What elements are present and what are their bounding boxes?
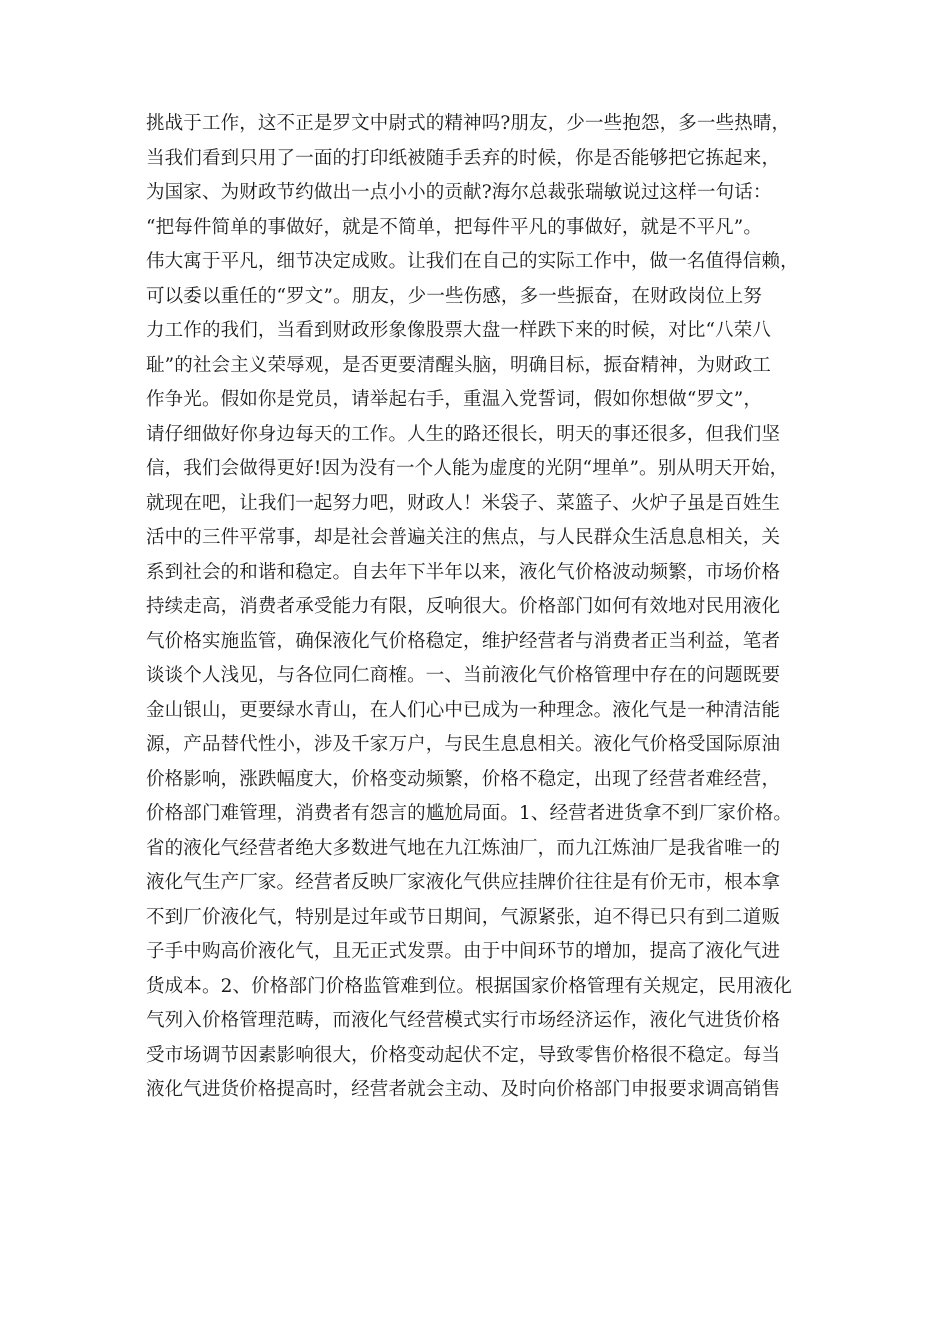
text-line: 持续走高，消费者承受能力有限，反响很大。价格部门如何有效地对民用液化 <box>146 596 781 617</box>
text-line: 价格部门难管理，消费者有怨言的尴尬局面。1、经营者进货拿不到厂家价格。 <box>146 803 793 824</box>
text-line: 价格影响，涨跌幅度大，价格变动频繁，价格不稳定，出现了经营者难经营， <box>146 768 781 790</box>
text-line: 当我们看到只用了一面的打印纸被随手丢弃的时候，你是否能够把它拣起来， <box>146 147 781 169</box>
text-line: 作争光。假如你是党员，请举起右手，重温入党誓词，假如你想做“罗文”， <box>146 389 763 410</box>
text-line: 受市场调节因素影响很大，价格变动起伏不定，导致零售价格很不稳定。每当 <box>146 1044 781 1066</box>
text-line: 气价格实施监管，确保液化气价格稳定，维护经营者与消费者正当利益，笔者 <box>146 630 781 652</box>
text-line: 液化气生产厂家。经营者反映厂家液化气供应挂牌价往往是有价无市，根本拿 <box>146 872 781 893</box>
text-line: 就现在吧，让我们一起努力吧，财政人！米袋子、菜篮子、火炉子虽是百姓生 <box>146 492 781 514</box>
text-line: 挑战于工作，这不正是罗文中尉式的精神吗?朋友，少一些抱怨，多一些热晴， <box>146 113 791 134</box>
text-line: 不到厂价液化气，特别是过年或节日期间，气源紧张，迫不得已只有到二道贩 <box>146 906 781 928</box>
text-line: 子手中购高价液化气，且无正式发票。由于中间环节的增加，提高了液化气进 <box>146 941 781 962</box>
text-line: 源，产品替代性小，涉及千家万户，与民生息息相关。液化气价格受国际原油 <box>146 734 781 755</box>
text-line: 气列入价格管理范畴，而液化气经营模式实行市场经济运作，液化气进货价格 <box>146 1010 781 1031</box>
body-text <box>146 107 826 1108</box>
text-line: 为国家、为财政节约做出一点小小的贡献?海尔总裁张瑞敏说过这样一句话： <box>146 182 772 203</box>
text-line: 活中的三件平常事，却是社会普遍关注的焦点，与人民群众生活息息相关，关 <box>146 527 781 548</box>
text-line: 谈谈个人浅见，与各位同仁商榷。一、当前液化气价格管理中存在的问题既要 <box>146 665 781 686</box>
text-line: 系到社会的和谐和稳定。自去年下半年以来，液化气价格波动频繁，市场价格 <box>146 561 781 583</box>
text-line: 耻”的社会主义荣辱观，是否更要清醒头脑，明确目标，振奋精神，为财政工 <box>146 354 772 376</box>
text-line: 力工作的我们，当看到财政形象像股票大盘一样跌下来的时候，对比“八荣八 <box>146 320 772 341</box>
text-line: 信，我们会做得更好!因为没有一个人能为虚度的光阴“埋单”。别从明天开始， <box>146 458 789 479</box>
text-line: 货成本。2、价格部门价格监管难到位。根据国家价格管理有关规定，民用液化 <box>146 975 793 997</box>
text-line: 金山银山，更要绿水青山，在人们心中已成为一种理念。液化气是一种清洁能 <box>146 699 781 721</box>
text-line: 伟大寓于平凡，细节决定成败。让我们在自己的实际工作中，做一名值得信赖， <box>146 251 799 272</box>
text-line: 可以委以重任的“罗文”。朋友，少一些伤感，多一些振奋，在财政岗位上努 <box>146 285 763 307</box>
text-line: 请仔细做好你身边每天的工作。人生的路还很长，明天的事还很多，但我们坚 <box>146 423 781 445</box>
text-line: 省的液化气经营者绝大多数进气地在九江炼油厂，而九江炼油厂是我省唯一的 <box>146 837 781 859</box>
text-line: “把每件简单的事做好，就是不简单，把每件平凡的事做好，就是不平凡”。 <box>146 216 763 238</box>
text-line: 液化气进货价格提高时，经营者就会主动、及时向价格部门申报要求调高销售 <box>146 1079 781 1100</box>
